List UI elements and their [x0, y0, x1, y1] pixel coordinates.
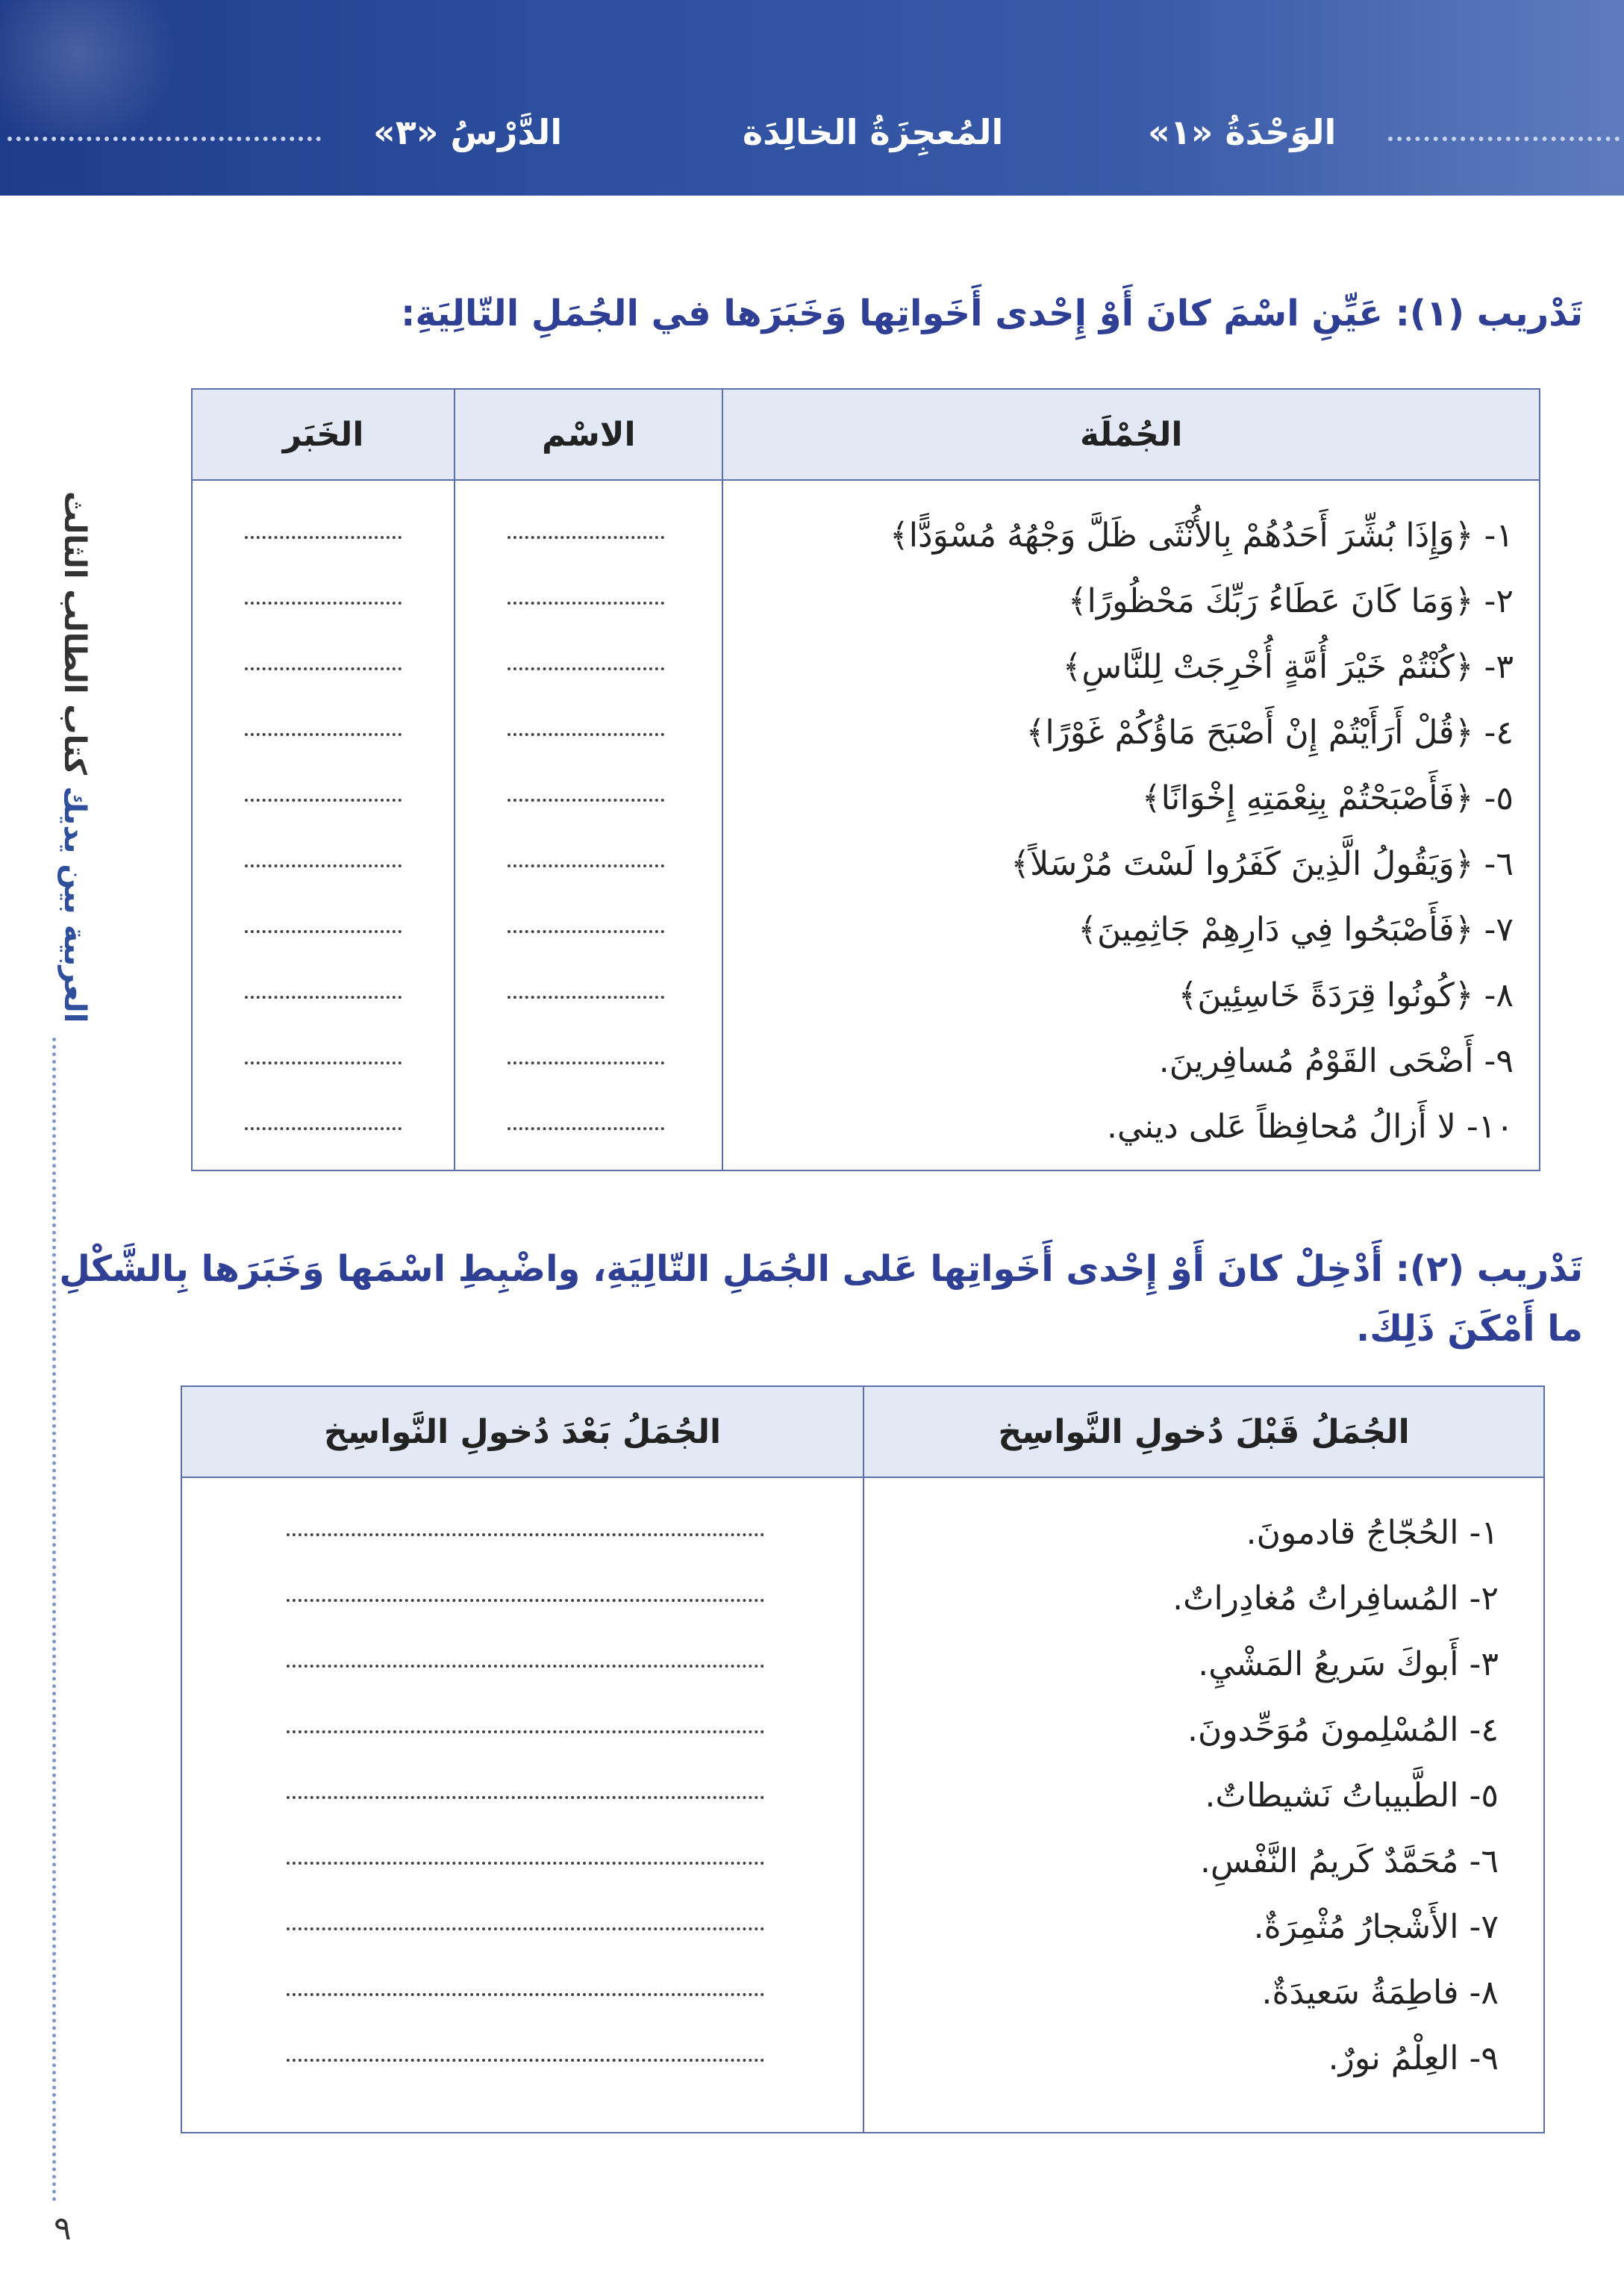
answer-blank[interactable] — [455, 766, 722, 832]
answer-blank[interactable] — [455, 503, 722, 569]
answer-blank[interactable] — [193, 569, 454, 635]
unit-label: الوَحْدَةُ «١» — [1148, 112, 1337, 152]
list-item: ٧- الأَشْجارُ مُثْمِرَةٌ. — [1253, 1908, 1499, 1946]
answer-blank[interactable] — [182, 1960, 863, 2026]
list-item: ٤- ﴿قُلْ أَرَأَيْتُمْ إِنْ أَصْبَحَ مَاؤُكُمْ غَوْرًا﴾ — [1025, 714, 1514, 752]
answer-blank[interactable] — [193, 897, 454, 963]
answer-blank[interactable] — [455, 700, 722, 766]
list-item: ٥- ﴿فَأَصْبَحْتُمْ بِنِعْمَتِهِ إِخْوَانًا﴾ — [1141, 779, 1514, 817]
after-answer-column — [181, 1477, 863, 2133]
page-number: ٩ — [54, 2210, 72, 2248]
list-item: ٥- الطَّبيباتُ نَشيطاتٌ. — [1205, 1777, 1499, 1815]
list-item: ١- الحُجّاجُ قادمونَ. — [1246, 1514, 1499, 1552]
side-stitch — [52, 1038, 56, 2202]
answer-blank[interactable] — [182, 2026, 863, 2092]
answer-blank[interactable] — [193, 635, 454, 700]
exercise2-heading — [59, 1239, 1583, 1359]
exercise1-table — [191, 388, 1540, 1171]
list-item: ٩- العِلْمُ نورٌ. — [1328, 2039, 1499, 2077]
book-title — [25, 491, 92, 1045]
answer-blank[interactable] — [193, 766, 454, 832]
list-item: ٢- المُسافِراتُ مُغادِراتٌ. — [1172, 1580, 1499, 1618]
subject-answer-column — [455, 480, 722, 1170]
exercise2-heading-line1: تَدْريب (٢): أَدْخِلْ كانَ أَوْ إِحْدى أَخَواتِها عَلى الجُمَلِ التّالِيَةِ، واضْبِطِ اسْمَها وَخَبَرَها بِالشَّكْلِ — [59, 1248, 1583, 1290]
header-stitch-right — [1388, 137, 1620, 141]
series-name: العربية بين يديك — [57, 785, 92, 1023]
header-stitch-left — [7, 137, 321, 141]
page-header — [0, 0, 1624, 196]
column-header-subject: الاسْم — [455, 389, 722, 480]
list-item: ٨- ﴿كُونُوا قِرَدَةً خَاسِئِينَ﴾ — [1178, 976, 1514, 1014]
answer-blank[interactable] — [193, 963, 454, 1029]
answer-blank[interactable] — [182, 1829, 863, 1895]
table-header-row — [181, 1386, 1544, 1477]
list-item: ٩- أَضْحَى القَوْمُ مُسافِرينَ. — [1158, 1042, 1514, 1080]
answer-blank[interactable] — [182, 1632, 863, 1697]
answer-blank[interactable] — [193, 1094, 454, 1160]
answer-blank[interactable] — [193, 832, 454, 897]
list-item: ٤- المُسْلِمونَ مُوَحِّدونَ. — [1187, 1711, 1499, 1749]
list-item: ١٠- لا أَزالُ مُحافِظاً عَلى ديني. — [1106, 1108, 1514, 1146]
answer-blank[interactable] — [455, 569, 722, 635]
answer-blank[interactable] — [182, 1895, 863, 1960]
exercise2-table — [181, 1385, 1545, 2133]
answer-blank[interactable] — [182, 1500, 863, 1566]
list-item: ١- ﴿وَإِذَا بُشِّرَ أَحَدُهُمْ بِالأُنْثَى ظَلَّ وَجْهُهُ مُسْوَدًّا﴾ — [889, 517, 1514, 555]
side-strip — [13, 491, 96, 2239]
list-item: ٦- مُحَمَّدٌ كَريمُ النَّفْسِ. — [1200, 1842, 1499, 1880]
answer-blank[interactable] — [193, 503, 454, 569]
exercise2-heading-line2: ما أَمْكَنَ ذَلِكَ. — [1355, 1308, 1583, 1350]
answer-blank[interactable] — [182, 1697, 863, 1763]
list-item: ٦- ﴿وَيَقُولُ الَّذِينَ كَفَرُوا لَسْتَ مُرْسَلاً﴾ — [1011, 845, 1514, 883]
header-ornament — [0, 0, 194, 134]
column-header-after: الجُمَلُ بَعْدَ دُخولِ النَّواسِخ — [181, 1386, 863, 1477]
exercise1-heading: تَدْريب (١): عَيِّنِ اسْمَ كانَ أَوْ إِحْدى أَخَواتِها وَخَبَرَها في الجُمَلِ التّالِيَةِ: — [401, 293, 1583, 334]
column-header-predicate: الخَبَر — [192, 389, 455, 480]
list-item: ٨- فاطِمَةُ سَعيدَةٌ. — [1261, 1974, 1499, 2012]
lesson-label: الدَّرْسُ «٣» — [373, 112, 563, 152]
answer-blank[interactable] — [455, 635, 722, 700]
book-name: كتاب الطالب الثالث — [57, 491, 92, 776]
column-header-sentence: الجُمْلَة — [722, 389, 1540, 480]
predicate-answer-column — [192, 480, 455, 1170]
answer-blank[interactable] — [182, 1763, 863, 1829]
list-item: ٣- أَبوكَ سَريعُ المَشْيِ. — [1198, 1645, 1499, 1683]
answer-blank[interactable] — [455, 897, 722, 963]
answer-blank[interactable] — [182, 1566, 863, 1632]
answer-blank[interactable] — [455, 963, 722, 1029]
answer-blank[interactable] — [455, 1094, 722, 1160]
answer-blank[interactable] — [193, 700, 454, 766]
answer-blank[interactable] — [193, 1029, 454, 1094]
list-item: ٣- ﴿كُنْتُمْ خَيْرَ أُمَّةٍ أُخْرِجَتْ لِلنَّاسِ﴾ — [1062, 648, 1514, 686]
unit-title: المُعجِزَةُ الخالِدَة — [743, 112, 1004, 152]
sentences-column — [722, 480, 1540, 1170]
answer-blank[interactable] — [455, 832, 722, 897]
answer-blank[interactable] — [455, 1029, 722, 1094]
list-item: ٧- ﴿فَأَصْبَحُوا فِي دَارِهِمْ جَاثِمِينَ﴾ — [1078, 911, 1514, 949]
table-header-row — [192, 389, 1540, 480]
column-header-before: الجُمَلُ قَبْلَ دُخولِ النَّواسِخ — [863, 1386, 1544, 1477]
before-column — [863, 1477, 1544, 2133]
list-item: ٢- ﴿وَمَا كَانَ عَطَاءُ رَبِّكَ مَحْظُورًا﴾ — [1067, 582, 1514, 620]
